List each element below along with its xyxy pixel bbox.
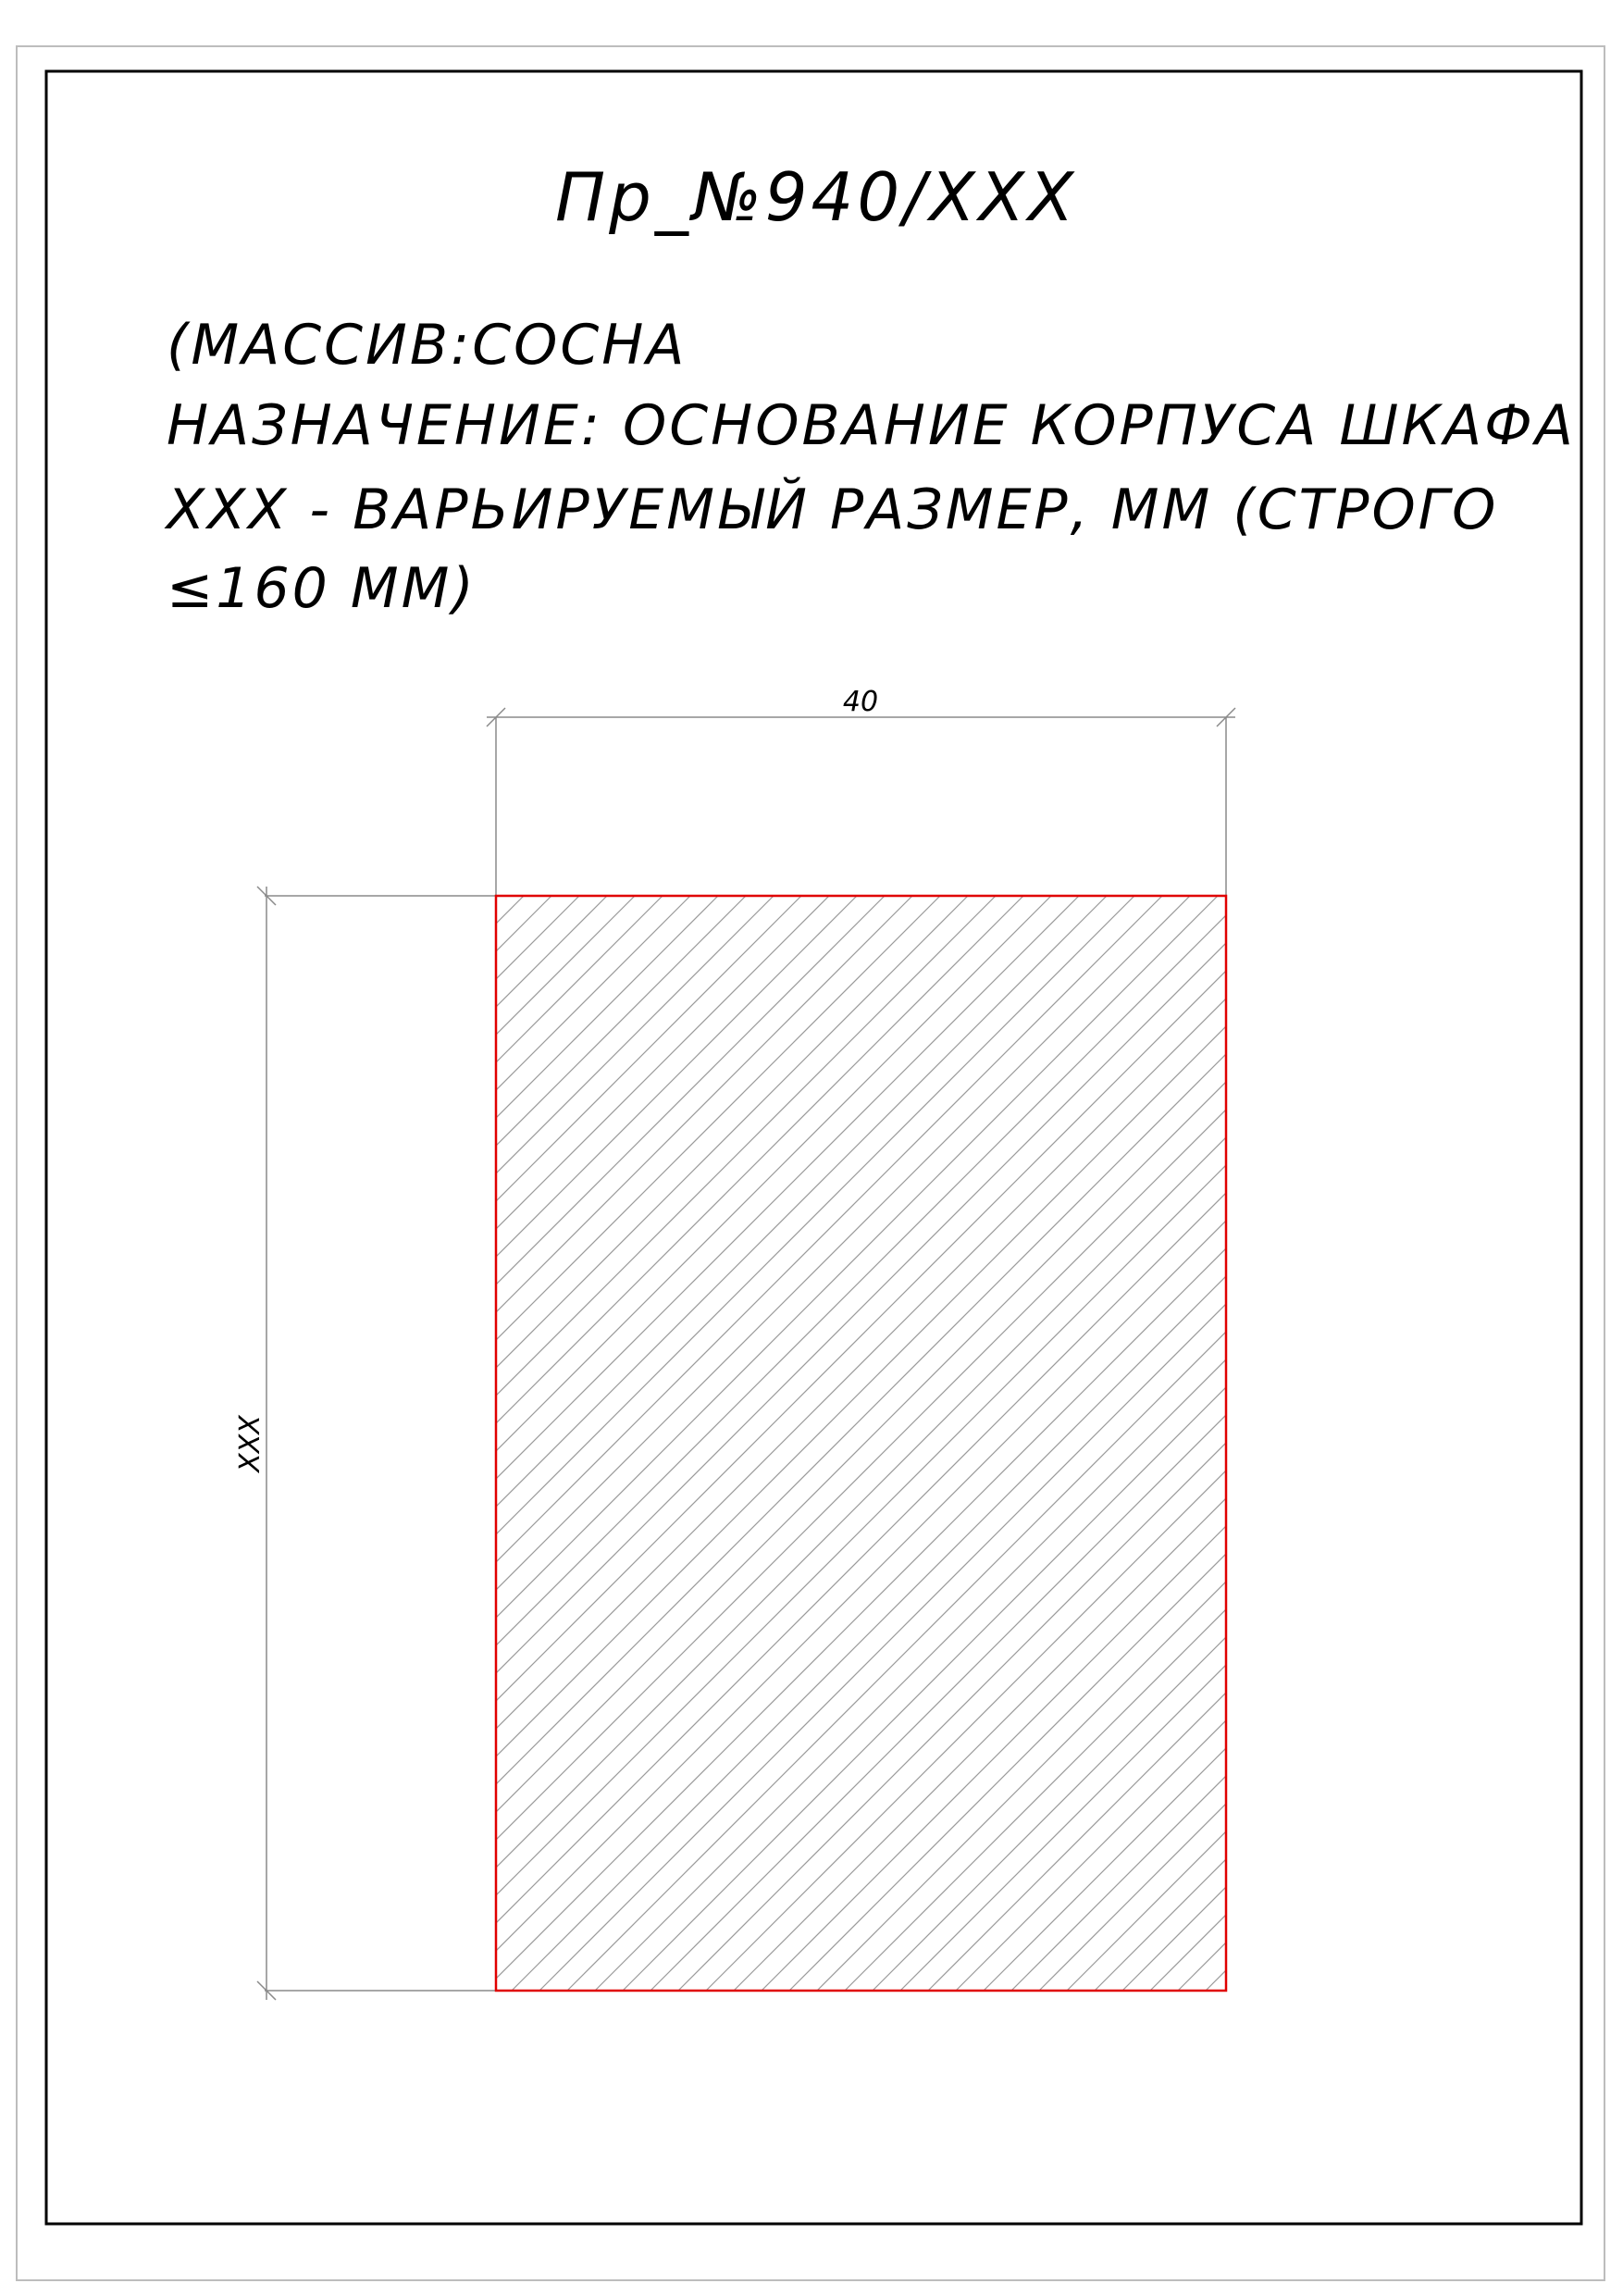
- hatch-line: [12, 896, 1107, 1991]
- hatch-line: [1400, 896, 1623, 1991]
- note-line-variable-size: XXX - ВАРЬИРУЕМЫЙ РАЗМЕР, ММ (СТРОГО: [167, 478, 1499, 542]
- hatch-line: [1483, 896, 1623, 1991]
- height-dimension-label: XXX: [234, 1415, 266, 1472]
- hatch-line: [0, 896, 718, 1991]
- hatch-line: [956, 896, 1623, 1991]
- hatch-line: [0, 896, 885, 1991]
- hatch-line: [734, 896, 1623, 1991]
- profile-section-outline: [496, 896, 1226, 1991]
- height-dimension: [257, 887, 496, 2000]
- hatch-line: [317, 896, 1412, 1991]
- hatch-line: [928, 896, 1623, 1991]
- drawing-title: Пр_№940/XXX: [555, 158, 1078, 236]
- hatch-line: [206, 896, 1301, 1991]
- hatch-line: [0, 896, 940, 1991]
- hatch-line: [151, 896, 1245, 1991]
- hatch-line: [0, 896, 1079, 1991]
- hatch-line: [512, 896, 1606, 1991]
- hatch-line: [1178, 896, 1623, 1991]
- hatch-line: [0, 896, 579, 1991]
- hatch-line: [623, 896, 1623, 1991]
- hatch-line: [234, 896, 1329, 1991]
- hatch-line: [0, 896, 746, 1991]
- hatch-line: [0, 896, 607, 1991]
- hatch-line: [68, 896, 1162, 1991]
- note-line-material: (МАССИВ:СОСНА: [167, 313, 688, 378]
- hatch-line: [1289, 896, 1623, 1991]
- hatch-line: [873, 896, 1623, 1991]
- hatch-line: [845, 896, 1623, 1991]
- hatch-line: [1039, 896, 1623, 1991]
- note-line-purpose: НАЗНАЧЕНИЕ: ОСНОВАНИЕ КОРПУСА ШКАФА: [167, 393, 1576, 458]
- hatch-line: [1317, 896, 1623, 1991]
- hatch-line: [290, 896, 1384, 1991]
- hatch-line: [0, 896, 857, 1991]
- hatch-line: [1150, 896, 1623, 1991]
- note-line-limit: ≤160 ММ): [167, 556, 477, 621]
- hatch-line: [1206, 896, 1623, 1991]
- hatch-line: [1067, 896, 1623, 1991]
- hatch-line: [1372, 896, 1623, 1991]
- hatch-line: [0, 896, 801, 1991]
- hatch-line: [345, 896, 1440, 1991]
- hatch-line: [484, 896, 1579, 1991]
- hatch-line: [1428, 896, 1623, 1991]
- hatch-line: [1567, 896, 1623, 1991]
- hatch-line: [428, 896, 1523, 1991]
- hatch-line: [1261, 896, 1623, 1991]
- width-dimension-label: 40: [842, 686, 879, 718]
- hatch-line: [401, 896, 1495, 1991]
- hatch-line: [0, 896, 635, 1991]
- hatch-line: [0, 896, 829, 1991]
- hatch-line: [179, 896, 1273, 1991]
- hatch-line: [678, 896, 1623, 1991]
- hatch-line: [1011, 896, 1623, 1991]
- hatch-line: [1456, 896, 1623, 1991]
- hatch-line: [984, 896, 1623, 1991]
- hatch-line: [1594, 896, 1623, 1991]
- hatch-line: [1095, 896, 1623, 1991]
- outer-sheet-border: [17, 46, 1604, 2280]
- hatch-line: [0, 896, 663, 1991]
- hatch-line: [123, 896, 1218, 1991]
- hatch-line: [373, 896, 1468, 1991]
- hatch-line: [456, 896, 1551, 1991]
- hatch-line: [0, 896, 968, 1991]
- hatch-line: [0, 896, 774, 1991]
- hatch-line: [0, 896, 551, 1991]
- hatch-line: [1511, 896, 1623, 1991]
- hatch-line: [1233, 896, 1623, 1991]
- hatch-line: [40, 896, 1134, 1991]
- hatch-line: [262, 896, 1357, 1991]
- width-dimension: [487, 708, 1235, 896]
